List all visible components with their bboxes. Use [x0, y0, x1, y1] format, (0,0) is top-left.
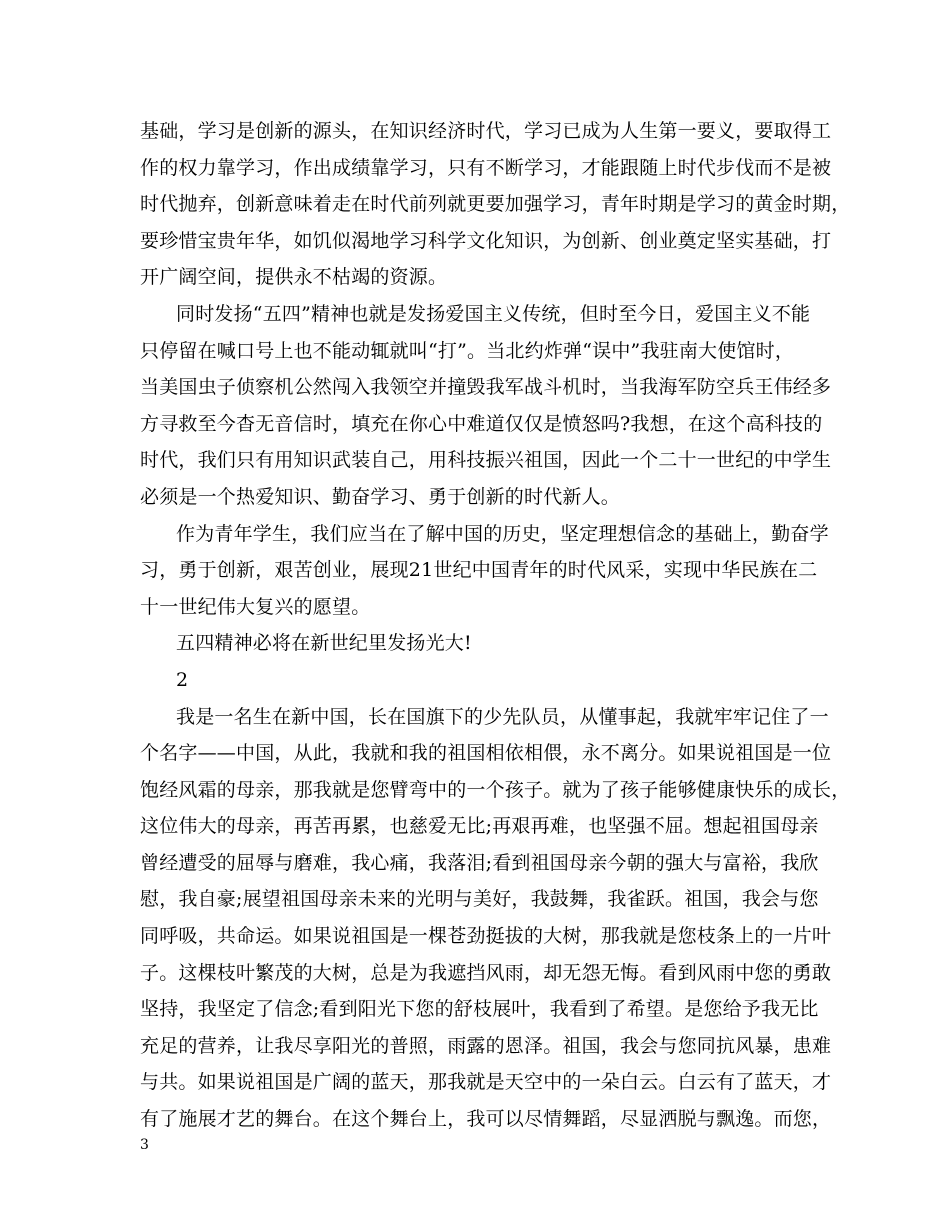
- text-line: 要珍惜宝贵年华，如饥似渴地学习科学文化知识，为创新、创业奠定坚实基础，打: [140, 229, 832, 252]
- text-line: 习，勇于创新，艰苦创业，展现21世纪中国青年的时代风采，实现中华民族在二: [140, 559, 818, 582]
- paragraph-start-line: 五四精神必将在新世纪里发扬光大!: [176, 632, 472, 655]
- section-number: 2: [176, 668, 189, 691]
- text-line: 方寻救至今杳无音信时，填充在你心中难道仅仅是愤怒吗?我想，在这个高科技的: [140, 412, 823, 435]
- page-number: 3: [140, 1137, 149, 1153]
- text-line: 当美国虫子侦察机公然闯入我领空并撞毁我军战斗机时，当我海军防空兵王伟经多: [140, 376, 832, 399]
- text-line: 个名字——中国，从此，我就和我的祖国相依相偎，永不离分。如果说祖国是一位: [140, 742, 832, 765]
- text-line: 开广阔空间，提供永不枯竭的资源。: [140, 266, 448, 289]
- text-line: 必须是一个热爱知识、勤奋学习、勇于创新的时代新人。: [140, 485, 621, 508]
- text-line: 充足的营养，让我尽享阳光的普照，雨露的恩泽。祖国，我会与您同抗风暴，患难: [140, 1034, 832, 1057]
- text-line: 作的权力靠学习，作出成绩靠学习，只有不断学习，才能跟随上时代步伐而不是被: [140, 156, 832, 179]
- text-line: 曾经遭受的屈辱与磨难，我心痛，我落泪;看到祖国母亲今朝的强大与富裕，我欣: [140, 851, 819, 874]
- paragraph-start-line: 同时发扬“五四”精神也就是发扬爱国主义传统，但时至今日，爱国主义不能: [176, 302, 811, 325]
- text-line: 子。这棵枝叶繁茂的大树，总是为我遮挡风雨，却无怨无悔。看到风雨中您的勇敢: [140, 961, 832, 984]
- text-line: 与共。如果说祖国是广阔的蓝天，那我就是天空中的一朵白云。白云有了蓝天，才: [140, 1071, 832, 1094]
- paragraph-start-line: 我是一名生在新中国，长在国旗下的少先队员，从懂事起，我就牢牢记住了一: [176, 705, 829, 728]
- text-line: 十一世纪伟大复兴的愿望。: [140, 595, 371, 618]
- text-line: 有了施展才艺的舞台。在这个舞台上，我可以尽情舞蹈，尽显洒脱与飘逸。而您，: [140, 1108, 832, 1131]
- text-line: 时代，我们只有用知识武装自己，用科技振兴祖国，因此一个二十一世纪的中学生: [140, 449, 832, 472]
- paragraph-start-line: 作为青年学生，我们应当在了解中国的历史，坚定理想信念的基础上，勤奋学: [176, 522, 829, 545]
- text-line: 时代抛弃，创新意味着走在时代前列就更要加强学习，青年时期是学习的黄金时期，: [140, 193, 851, 216]
- text-line: 饱经风霜的母亲，那我就是您臂弯中的一个孩子。就为了孩子能够健康快乐的成长，: [140, 778, 851, 801]
- text-line: 这位伟大的母亲，再苦再累，也慈爱无比;再艰再难，也坚强不屈。想起祖国母亲: [140, 815, 819, 838]
- text-line: 坚持，我坚定了信念;看到阳光下您的舒枝展叶，我看到了希望。是您给予我无比: [140, 998, 819, 1021]
- text-line: 同呼吸，共命运。如果说祖国是一棵苍劲挺拔的大树，那我就是您枝条上的一片叶: [140, 925, 832, 948]
- body-text: [140, 113, 851, 1138]
- text-line: 基础，学习是创新的源头，在知识经济时代，学习已成为人生第一要义，要取得工: [140, 120, 832, 142]
- text-line: 只停留在喊口号上也不能动辄就叫“打”。当北约炸弹“误中”我驻南大使馆时，: [140, 339, 795, 362]
- text-line: 慰，我自豪;展望祖国母亲未来的光明与美好，我鼓舞，我雀跃。祖国，我会与您: [140, 888, 819, 911]
